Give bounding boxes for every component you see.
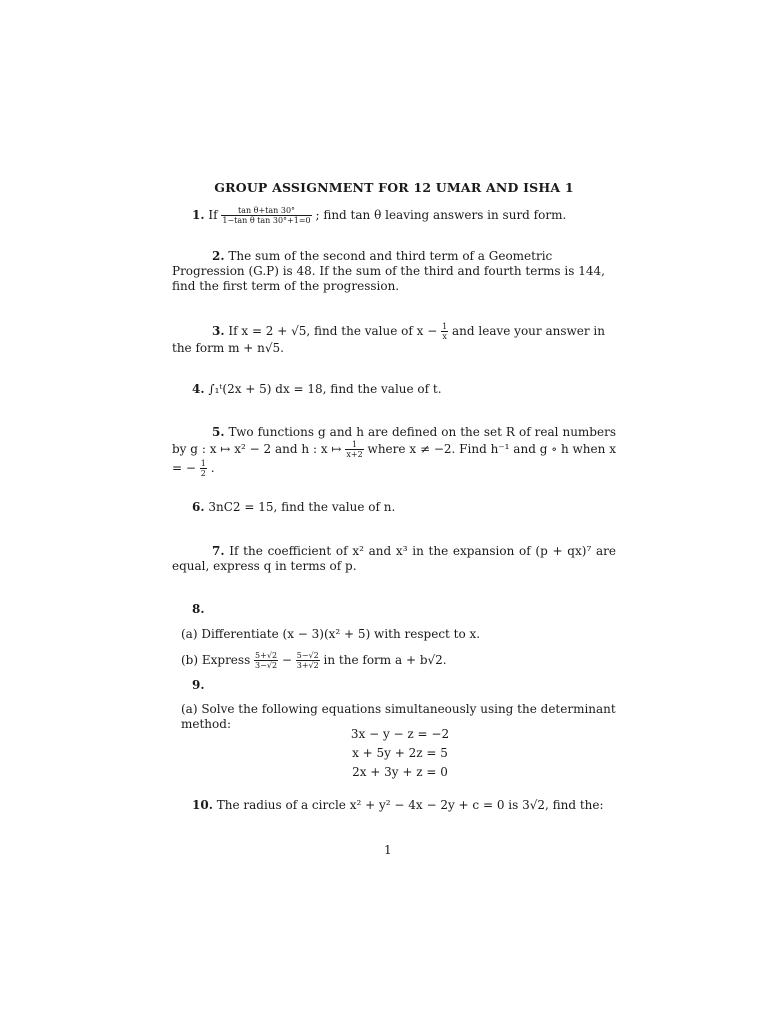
question-10: 10. The radius of a circle x² + y² − 4x − 2y + c = 0 is 3√2, find the: — [192, 798, 604, 812]
question-3: 3. If x = 2 + √5, find the value of x − $\frac{1}{x}$ and leave your answer in the form m + n√5. — [172, 322, 605, 355]
question-8-number — [172, 602, 636, 617]
fraction: $\frac{\text{tan θ+tan 30°}}{\text{1−tan θ tan 30°+1=0}}$ — [222, 206, 311, 225]
fraction: $\frac{1}{x+2}$ — [346, 440, 363, 459]
question-2: 2. The sum of the second and third term of a Geometric Progression (G.P) is 48. If the sum of the third and fourth terms is 144, find the first term of the progression. — [172, 249, 605, 293]
question-1: 1. If $\frac{\text{tan θ+tan 30°}}{\text{1−tan θ tan 30°+1=0}}$ ; find tan θ leaving answers in surd form. — [192, 206, 567, 225]
question-number: 1. — [192, 208, 205, 222]
page-title: GROUP ASSIGNMENT FOR 12 UMAR AND ISHA 1 — [214, 180, 574, 195]
question-number: 5. — [212, 425, 225, 439]
question-8b: (b) Express $\frac{5+√2}{3-√2}$ − $\frac{5-√2}{3+√2}$ in the form a + b√2. — [181, 651, 447, 670]
question-4: 4. ∫₁ᵗ(2x + 5) dx = 18, find the value of t. — [192, 382, 442, 396]
equation-2: x + 5y + 2z = 5 — [352, 746, 448, 760]
question-7: 7. If the coefficient of x² and x³ in the expansion of (p + qx)⁷ are equal, express q in terms of p. — [172, 544, 616, 573]
question-5: 5. Two functions g and h are defined on the set R of real numbers by g : x ↦ x² − 2 and h : x ↦ $\frac{1}{x+2}$ where x ≠ −2. Find h⁻¹ and g ∘ h when x = − $\frac{1}{2}$ . — [172, 425, 616, 478]
fraction: $\frac{5-√2}{3+√2}$ — [296, 651, 319, 670]
question-8a: (a) Differentiate (x − 3)(x² + 5) with respect to x. — [181, 627, 481, 641]
fraction: $\frac{1}{x}$ — [442, 322, 448, 341]
question-9a: (a) Solve the following equations simultaneously using the determinant method: — [181, 702, 616, 731]
question-number: 3. — [212, 324, 225, 338]
page-number: 1 — [384, 843, 392, 857]
question-number: 4. — [192, 382, 205, 396]
question-number: 9. — [192, 678, 205, 692]
question-number: 10. — [192, 798, 213, 812]
question-9-number — [172, 678, 636, 693]
equation-3: 2x + 3y + z = 0 — [352, 765, 448, 779]
fraction: $\frac{1}{2}$ — [200, 459, 206, 478]
question-number: 7. — [212, 544, 225, 558]
question-number: 8. — [192, 602, 205, 616]
fraction: $\frac{5+√2}{3-√2}$ — [255, 651, 278, 670]
question-number: 6. — [192, 500, 205, 514]
question-6: 6. 3nC2 = 15, find the value of n. — [192, 500, 396, 514]
equation-1: 3x − y − z = −2 — [350, 727, 450, 741]
question-number: 2. — [212, 249, 225, 263]
